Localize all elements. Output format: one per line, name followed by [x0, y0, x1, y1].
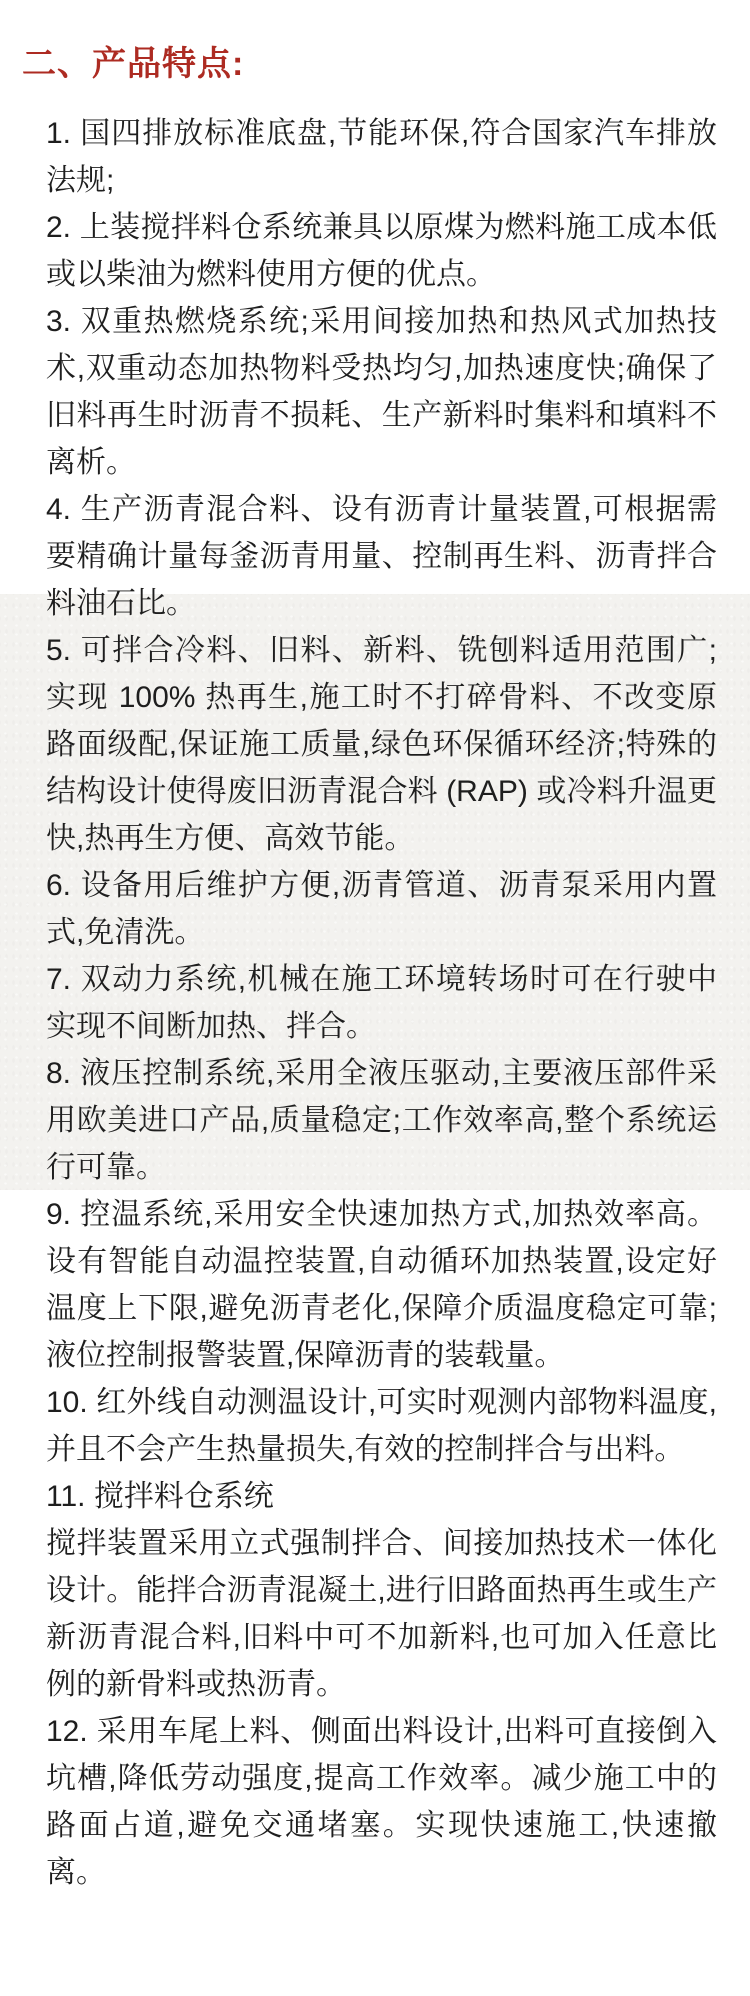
feature-item-1: 1. 国四排放标准底盘,节能环保,符合国家汽车排放法规; [46, 117, 717, 197]
feature-item-5: 5. 可拌合冷料、旧料、新料、铣刨料适用范围广;实现 100% 热再生,施工时不打碎骨料、不改变原路面级配,保证施工质量,绿色环保循环经济;特殊的结构设计使得废旧沥青混合料 (RAP) 或冷料升温更快,热再生方便、高效节能。 [46, 634, 717, 855]
feature-item-10: 10. 红外线自动测温设计,可实时观测内部物料温度,并且不会产生热量损失,有效的控制拌合与出料。 [46, 1386, 717, 1466]
feature-item-2: 2. 上装搅拌料仓系统兼具以原煤为燃料施工成本低或以柴油为燃料使用方便的优点。 [46, 211, 717, 291]
feature-list [0, 86, 750, 1896]
feature-item-11-title: 11. 搅拌料仓系统 [46, 1480, 274, 1513]
feature-item-8: 8. 液压控制系统,采用全液压驱动,主要液压部件采用欧美进口产品,质量稳定;工作效率高,整个系统运行可靠。 [46, 1057, 717, 1184]
feature-item-3: 3. 双重热燃烧系统;采用间接加热和热风式加热技术,双重动态加热物料受热均匀,加热速度快;确保了旧料再生时沥青不损耗、生产新料时集料和填料不离析。 [46, 305, 717, 479]
feature-item-11-body: 搅拌装置采用立式强制拌合、间接加热技术一体化设计。能拌合沥青混凝土,进行旧路面热再生或生产新沥青混合料,旧料中可不加新料,也可加入任意比例的新骨料或热沥青。 [46, 1527, 717, 1701]
feature-item-12: 12. 采用车尾上料、侧面出料设计,出料可直接倒入坑槽,降低劳动强度,提高工作效率。减少施工中的路面占道,避免交通堵塞。实现快速施工,快速撤离。 [46, 1715, 717, 1889]
section-heading: 二、产品特点: [22, 45, 245, 83]
feature-item-6: 6. 设备用后维护方便,沥青管道、沥青泵采用内置式,免清洗。 [46, 869, 717, 949]
feature-item-9: 9. 控温系统,采用安全快速加热方式,加热效率高。设有智能自动温控装置,自动循环加热装置,设定好温度上下限,避免沥青老化,保障介质温度稳定可靠;液位控制报警装置,保障沥青的装载量。 [46, 1198, 717, 1372]
feature-item-4: 4. 生产沥青混合料、设有沥青计量装置,可根据需要精确计量每釜沥青用量、控制再生料、沥青拌合料油石比。 [46, 493, 717, 620]
feature-item-7: 7. 双动力系统,机械在施工环境转场时可在行驶中实现不间断加热、拌合。 [46, 963, 717, 1043]
